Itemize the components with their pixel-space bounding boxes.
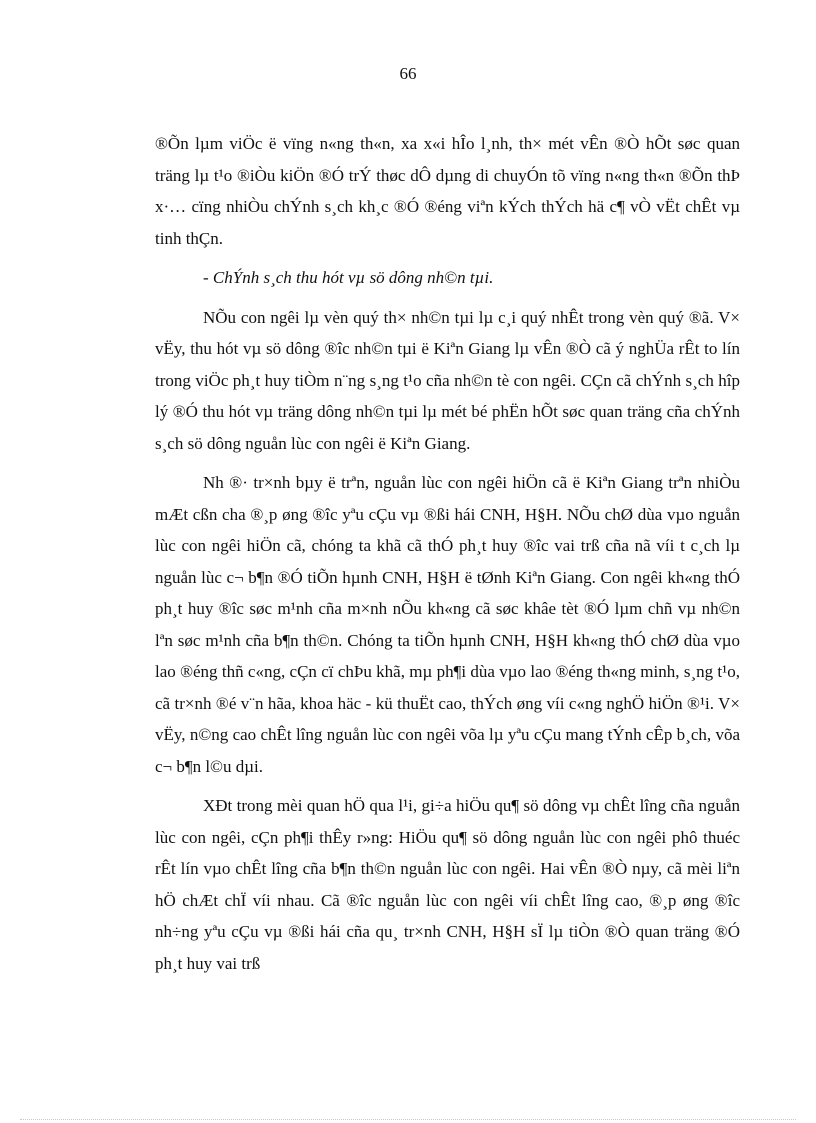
paragraph-continuation: ®Õn lµm viÖc ë vïng n«ng th«n, xa x«i hÎo l¸nh, th× mét vÊn ®Ò hÕt søc quan träng lµ t¹o ®iÒu kiÖn ®Ó trÝ thøc dÔ dµng di chuyÓn tõ vïng n«ng th«n ®Õn thÞ x·… cïng nhiÒu chÝnh s¸ch kh¸c ®Ó ®éng viªn kÝch thÝch hä c¶ vÒ vËt chÊt vµ tinh thÇn. — [155, 134, 740, 248]
document-body — [155, 128, 740, 979]
paragraph: Nh ®· tr×nh bµy ë trªn, nguån lùc con ngêi hiÖn cã ë Kiªn Giang trªn nhiÒu mÆt cßn cha ®¸p øng ®îc yªu cÇu vµ ®ßi hái CNH, H§H. NÕu chØ dùa vµo nguån lùc con ngêi hiÖn cã, chóng ta khã cã thÓ ph¸t huy ®îc vai trß cña nã víi t c¸ch lµ nguån lùc c¬ b¶n ®Ó tiÕn hµnh CNH, H§H ë tØnh Kiªn Giang. Con ngêi kh«ng thÓ ph¸t huy ®îc søc m¹nh cña m×nh nÕu kh«ng cã søc khâe tèt ®Ó lµm chñ vµ nh©n lªn søc m¹nh cña b¶n th©n. Chóng ta tiÕn hµnh CNH, H§H kh«ng thÓ chØ dùa vµo lao ®éng thñ c«ng, cÇn cï chÞu khã, mµ ph¶i dùa vµo lao ®éng th«ng minh, s¸ng t¹o, cã tr×nh ®é v¨n hãa, khoa häc - kü thuËt cao, thÝch øng víi c«ng nghÖ hiÖn ®¹i. V× vËy, n©ng cao chÊt lîng nguån lùc con ngêi võa lµ yªu cÇu mang tÝnh cÊp b¸ch, võa c¬ b¶n l©u dµi. — [155, 473, 740, 776]
paragraph: NÕu con ngêi lµ vèn quý th× nh©n tµi lµ c¸i quý nhÊt trong vèn quý ®ã. V× vËy, thu hót vµ sö dông ®îc nh©n tµi ë Kiªn Giang lµ vÊn ®Ò cã ý nghÜa rÊt to lín trong viÖc ph¸t huy tiÒm n¨ng s¸ng t¹o cña nh©n tè con ngêi. CÇn cã chÝnh s¸ch hîp lý ®Ó thu hót vµ träng dông nh©n tµi lµ mét bé phËn hÕt søc quan träng cña chÝnh s¸ch sö dông nguån lùc con ngêi ë Kiªn Giang. — [155, 307, 740, 453]
page-bottom-divider — [20, 1119, 796, 1120]
page-number: 66 — [399, 64, 417, 83]
subheading-talent-policy: - ChÝnh s¸ch thu hót vµ sö dông nh©n tµi. — [203, 268, 494, 287]
paragraph: XÐt trong mèi quan hÖ qua l¹i, gi÷a hiÖu qu¶ sö dông vµ chÊt lîng cña nguån lùc con ngêi, cÇn ph¶i thÊy r»ng: HiÖu qu¶ sö dông nguån lùc con ngêi phô thuéc rÊt lín vµo chÊt lîng cña b¶n th©n nguån lùc con ngêi. Hai vÊn ®Ò nµy, cã mèi liªn hÖ chÆt chÏ víi nhau. Cã ®îc nguån lùc con ngêi víi chÊt lîng cao, ®¸p øng ®îc nh÷ng yªu cÇu vµ ®ßi hái cña qu¸ tr×nh CNH, H§H sÏ lµ tiÒn ®Ò quan träng ®Ó ph¸t huy vai trß — [155, 796, 740, 973]
